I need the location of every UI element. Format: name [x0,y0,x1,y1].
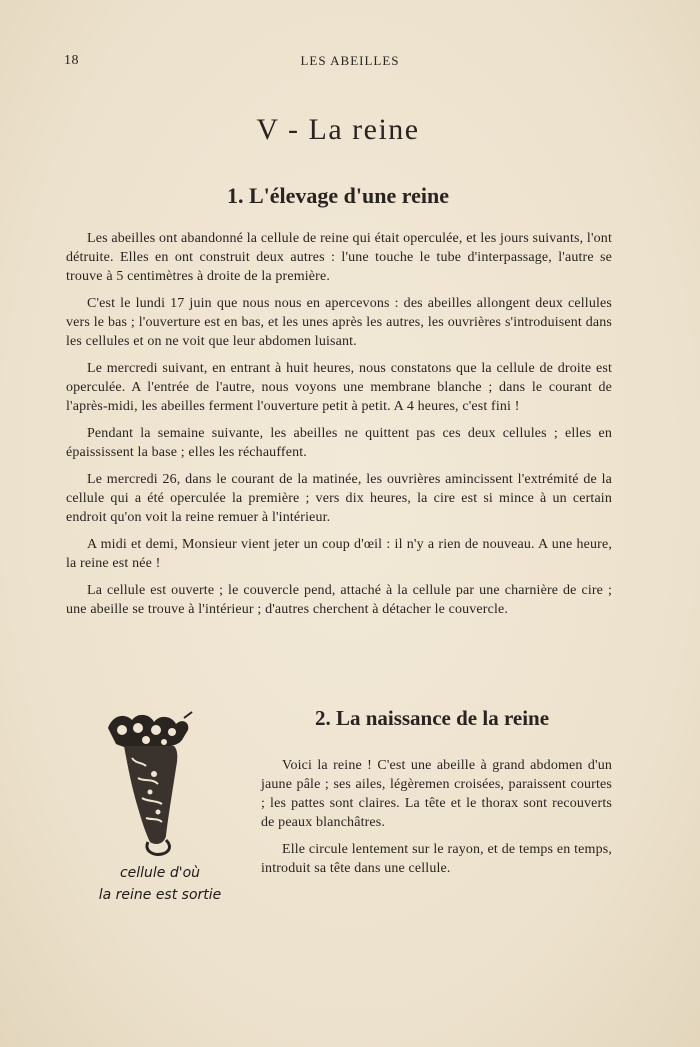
caption-line: la reine est sortie [98,887,222,903]
running-title: LES ABEILLES [300,53,400,68]
paragraph: C'est le lundi 17 juin que nous nous en apercevons : des abeilles allongent deux cellules vers le bas ; l'ouverture est en bas, et les unes après les autres, les ouvrières s'introduisent dans les cellules et on ne voit que leur abdomen luisant. [66,296,612,349]
page-number: 18 [64,53,79,68]
chapter-title: V - La reine [256,113,420,146]
illustration-caption [70,862,250,906]
paragraph: Elle circule lentement sur le rayon, et de temps en temps, introduit sa tête dans une cellule. [261,842,612,876]
paragraph: Les abeilles ont abandonné la cellule de reine qui était operculée, et les jours suivants, l'ont détruite. Elles en ont construit deux autres : l'une touche le tube d'interpassage, l'autre se trouve à 5 centimètres à droite de la première. [66,231,612,284]
paragraph: Voici la reine ! C'est une abeille à grand abdomen d'un jaune pâle ; ses ailes, légèremen croisées, paraissent courtes ; les pattes sont claires. La tête et le thorax sont recouverts de peaux blanchâtres. [261,758,612,830]
paragraph: Pendant la semaine suivante, les abeilles ne quittent pas ces deux cellules ; elles en épaississent la base ; elles les réchauffent. [66,426,612,460]
section-1-title: 1. L'élevage d'une reine [226,183,450,208]
paragraph: La cellule est ouverte ; le couvercle pend, attaché à la cellule par une charnière de cire ; une abeille se trouve à l'intérieur ; d'autres cherchent à détacher le couvercle. [66,583,612,617]
paragraph: A midi et demi, Monsieur vient jeter un coup d'œil : il n'y a rien de nouveau. A une heure, la reine est née ! [66,537,612,571]
paragraph: Le mercredi 26, dans le courant de la matinée, les ouvrières amincissent l'extrémité de la cellule qui a été operculée la première ; vers dix heures, la cire est si mince à un certain endroit qu'on voit la reine remuer à l'intérieur. [66,472,612,525]
paragraph: Le mercredi suivant, en entrant à huit heures, nous constatons que la cellule de droite est operculée. A l'entrée de l'autre, nous voyons une membrane blanche ; dans le courant de l'après-midi, les abeilles ferment l'ouverture petit à petit. A 4 heures, c'est fini ! [66,361,612,414]
section-2-title: 2. La naissance de la reine [314,706,550,730]
caption-line: cellule d'où [119,865,201,881]
section-2-body [261,756,612,886]
section-1-body [66,229,612,627]
queen-cell-drawing-icon [102,708,197,858]
